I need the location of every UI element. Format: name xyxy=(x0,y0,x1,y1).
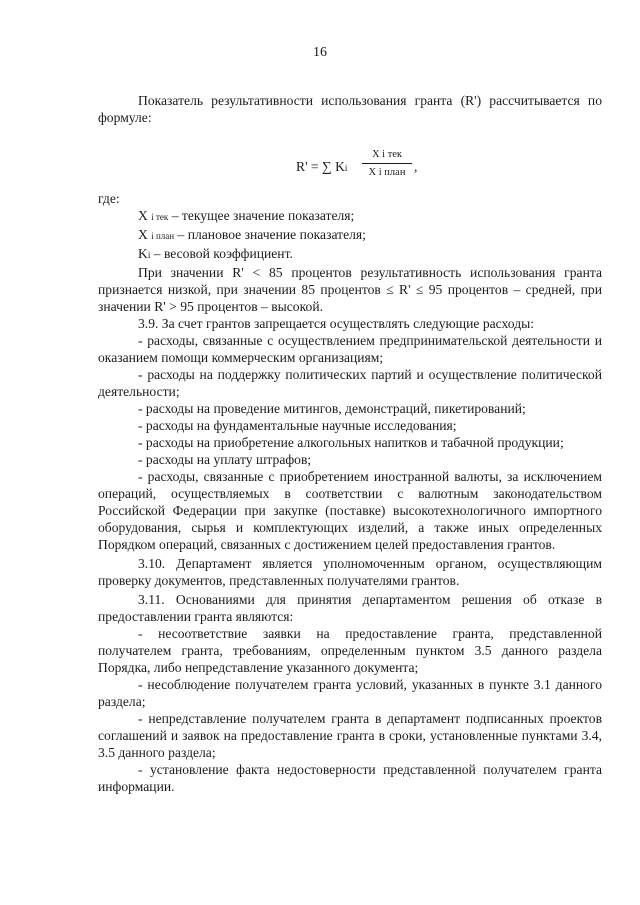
list-item: - расходы на поддержку политических партий и осуществление политической деятельности; xyxy=(98,367,602,399)
formula-trailing-comma: , xyxy=(414,159,418,174)
section-3-11-heading: 3.11. Основаниями для принятия департаментом решения об отказе в предоставлении гранта являются: xyxy=(98,592,602,624)
list-item: - расходы на уплату штрафов; xyxy=(138,452,312,467)
formula-fraction xyxy=(362,148,412,179)
page-number: 16 xyxy=(313,45,327,60)
section-3-10: 3.10. Департамент является уполномоченным органом, осуществляющим проверку документов, представленных получателями грантов. xyxy=(98,556,602,588)
list-item: - расходы на приобретение алкогольных напитков и табачной продукции; xyxy=(138,435,564,450)
formula xyxy=(98,148,602,186)
formula-lhs-subscript: i xyxy=(344,163,348,173)
paragraph-thresholds: При значении R' < 85 процентов результативность использования гранта признается низкой, при значении 85 процентов ≤ R' ≤ 95 процентов – средней, при значении R' > 95 процентов – высокой. xyxy=(98,265,602,314)
formula-numerator: X i тек xyxy=(362,148,412,164)
list-item: - несоблюдение получателем гранта условий, указанных в пункте 3.1 данного раздела; xyxy=(98,677,602,709)
definition-plan: X i план – плановое значение показателя; xyxy=(138,227,366,242)
formula-lhs: R' = ∑ Ki xyxy=(296,159,348,174)
document-body xyxy=(98,92,602,795)
paragraph-indicator-intro: Показатель результативности использования гранта (R') рассчитывается по формуле: xyxy=(98,93,602,125)
list-item: - несоответствие заявки на предоставление гранта, представленной получателем гранта, требованиям, определенным пунктом 3.5 данного раздела Порядка, либо непредставление указанного документа; xyxy=(98,626,602,675)
list-item: - расходы на проведение митингов, демонстраций, пикетирований; xyxy=(138,401,526,416)
formula-denominator: X i план xyxy=(368,167,406,178)
list-item: - установление факта недостоверности представленной получателем гранта информации. xyxy=(98,762,602,794)
list-item: - расходы на фундаментальные научные исследования; xyxy=(138,418,457,433)
list-item: - расходы, связанные с осуществлением предпринимательской деятельности и оказанием помощи коммерческим организациям; xyxy=(98,333,602,365)
section-3-9-heading: 3.9. За счет грантов запрещается осуществлять следующие расходы: xyxy=(138,316,535,331)
definition-current: X i тек – текущее значение показателя; xyxy=(138,208,355,223)
list-item: - расходы, связанные с приобретением иностранной валюты, за исключением операций, осуществляемых в соответствии с валютным законодательством Российской Федерации при закупке (поставке) высокотехнологичного импортного оборудования, сырья и комплектующих изделий, а также иных определенных Порядком операций, связанных с достижением целей предоставления грантов. xyxy=(98,469,602,552)
list-item: - непредставление получателем гранта в департамент подписанных проектов соглашений и заявок на предоставление гранта в сроки, установленные пунктами 3.4, 3.5 данного раздела; xyxy=(98,711,602,760)
where-label: где: xyxy=(98,191,120,206)
definition-weight: Ki – весовой коэффициент. xyxy=(138,246,293,261)
